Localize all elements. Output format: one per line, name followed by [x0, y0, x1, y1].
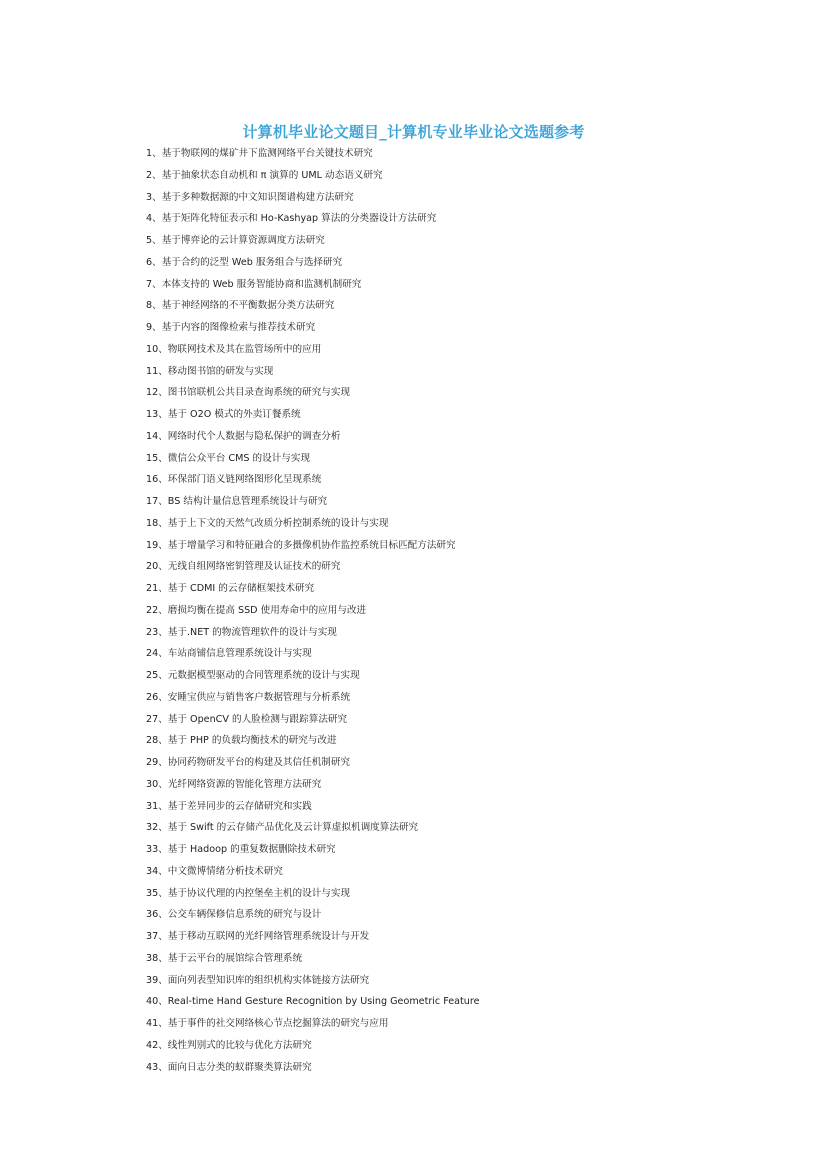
list-item: 28、基于 PHP 的负载均衡技术的研究与改进	[146, 735, 337, 747]
list-item: 42、线性判别式的比较与优化方法研究	[146, 1039, 312, 1051]
list-item: 21、基于 CDMI 的云存储框架技术研究	[146, 583, 315, 594]
list-item: 32、基于 Swift 的云存储产品优化及云计算虚拟机调度算法研究	[146, 822, 419, 834]
list-item: 14、网络时代个人数据与隐私保护的调查分析	[146, 430, 341, 442]
list-item: 7、本体支持的 Web 服务智能协商和监测机制研究	[146, 278, 362, 290]
list-item: 12、图书馆联机公共目录查询系统的研究与实现	[146, 387, 351, 399]
list-item: 11、移动图书馆的研发与实现	[146, 365, 274, 377]
list-item: 29、协同药物研发平台的构建及其信任机制研究	[146, 757, 351, 768]
list-item: 43、面向日志分类的蚁群聚类算法研究	[146, 1061, 312, 1073]
list-item: 30、光纤网络资源的智能化管理方法研究	[146, 778, 322, 790]
list-item: 2、基于抽象状态自动机和 π 演算的 UML 动态语义研究	[146, 169, 383, 181]
list-item: 41、基于事件的社交网络核心节点挖掘算法的研究与应用	[146, 1018, 389, 1029]
list-item: 24、车站商铺信息管理系统设计与实现	[146, 648, 312, 660]
list-item: 13、基于 O2O 模式的外卖订餐系统	[146, 409, 301, 420]
list-item: 3、基于多种数据源的中文知识图谱构建方法研究	[146, 191, 354, 203]
list-item: 39、面向列表型知识库的组织机构实体链接方法研究	[146, 974, 370, 986]
list-item: 22、磨损均衡在提高 SSD 使用寿命中的应用与改进	[146, 604, 367, 616]
list-item: 20、无线自组网络密钥管理及认证技术的研究	[146, 561, 341, 573]
list-item: 31、基于差异同步的云存储研究和实践	[146, 800, 312, 812]
list-item: 8、基于神经网络的不平衡数据分类方法研究	[146, 300, 335, 312]
list-item: 38、基于云平台的展馆综合管理系统	[146, 952, 303, 964]
list-item: 4、基于矩阵化特征表示和 Ho-Kashyap 算法的分类器设计方法研究	[146, 213, 437, 225]
list-item: 37、基于移动互联网的光纤网络管理系统设计与开发	[146, 931, 370, 942]
list-item: 34、中文微博情绪分析技术研究	[146, 865, 283, 877]
list-item: 1、基于物联网的煤矿井下监测网络平台关键技术研究	[146, 148, 373, 159]
list-item: 25、元数据模型驱动的合同管理系统的设计与实现	[146, 670, 360, 681]
list-item: 15、微信公众平台 CMS 的设计与实现	[146, 452, 311, 464]
list-item: 35、基于协议代理的内控堡垒主机的设计与实现	[146, 887, 351, 899]
list-item: 17、BS 结构计量信息管理系统设计与研究	[146, 496, 328, 507]
list-item: 23、基于.NET 的物流管理软件的设计与实现	[146, 626, 337, 638]
list-item: 36、公交车辆保修信息系统的研究与设计	[146, 909, 322, 921]
list-item: 27、基于 OpenCV 的人脸检测与跟踪算法研究	[146, 713, 348, 725]
list-item: 16、环保部门语义链网络图形化呈现系统	[146, 474, 322, 486]
list-item: 10、物联网技术及其在监管场所中的应用	[146, 343, 322, 355]
list-item: 18、基于上下文的天然气改质分析控制系统的设计与实现	[146, 517, 389, 529]
list-item: 5、基于博弈论的云计算资源调度方法研究	[146, 235, 325, 246]
list-item: 6、基于合约的泛型 Web 服务组合与选择研究	[146, 256, 343, 268]
list-item: 40、Real-time Hand Gesture Recognition by Using Geometric Feature	[146, 996, 480, 1008]
list-item: 26、安睡宝供应与销售客户数据管理与分析系统	[146, 691, 351, 703]
list-item: 19、基于增量学习和特征融合的多摄像机协作监控系统目标匹配方法研究	[146, 539, 456, 551]
list-item: 33、基于 Hadoop 的重复数据删除技术研究	[146, 844, 336, 855]
topic-list	[146, 143, 706, 1078]
list-item: 9、基于内容的图像检索与推荐技术研究	[146, 322, 316, 333]
document-title: 计算机毕业论文题目_计算机专业毕业论文选题参考	[242, 123, 585, 141]
